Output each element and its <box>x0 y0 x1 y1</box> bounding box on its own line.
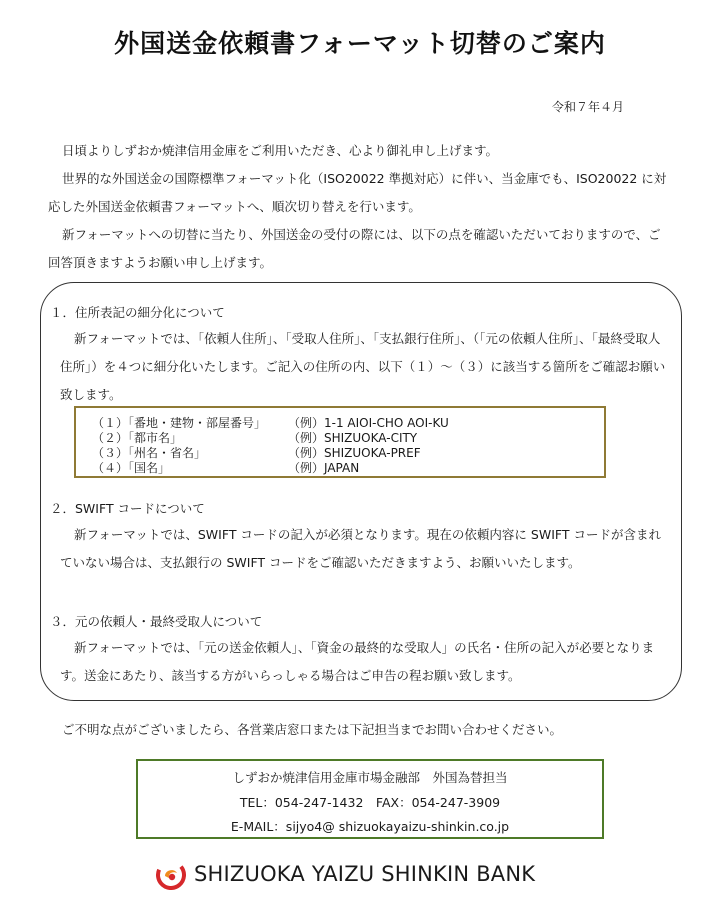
section-2-title: ２．SWIFT コードについて <box>50 501 205 516</box>
address-field-label: （２）「都市名」 <box>92 431 183 445</box>
intro-text <box>48 137 670 277</box>
section-3-text: 新フォーマットでは、「元の送金依頼人」、「資金の最終的な受取人」の氏名・住所の記入が必要となります。送金にあたり、該当する方がいらっしゃる場合はご申告の程お願い致します。 <box>60 640 655 683</box>
contact-box <box>136 759 604 839</box>
section-1-text: 新フォーマットでは、「依頼人住所」、「受取人住所」、「支払銀行住所」、（「元の依頼人住所」、「最終受取人住所」）を４つに細分化いたします。ご記入の住所の内、以下（１）～（３）に該当する箇所をご確認お願い致します。 <box>60 331 666 402</box>
section-2-text: 新フォーマットでは、SWIFT コードの記入が必須となります。現在の依頼内容に SWIFT コードが含まれていない場合は、支払銀行の SWIFT コードをご確認いただきますよう、お願いいたします。 <box>60 527 661 570</box>
contact-phone[interactable]: TEL：054-247-1432 FAX：054-247-3909 <box>239 795 501 810</box>
section-2-body <box>60 521 672 577</box>
example-value: SHIZUOKA-CITY <box>324 431 418 445</box>
contact-department: しずおか焼津信用金庫市場金融部 外国為替担当 <box>232 770 508 785</box>
contact-email[interactable]: E-MAIL：sijyo4@ shizuokayaizu-shinkin.co.jp <box>230 819 510 834</box>
section-3-title: ３．元の依頼人・最終受取人について <box>50 614 263 629</box>
example-value: 1-1 AIOI-CHO AOI-KU <box>324 416 449 430</box>
address-field-label: （１）「番地・建物・部屋番号」 <box>92 416 267 430</box>
issue-date: 令和７年４月 <box>551 100 624 114</box>
intro-paragraph: 世界的な外国送金の国際標準フォーマット化（ISO20022 準拠対応）に伴い、当金庫でも、ISO20022 に対応した外国送金依頼書フォーマットへ、順次切り替えを行います。 <box>48 171 667 214</box>
section-1-body <box>60 325 672 409</box>
address-examples-box <box>74 406 606 478</box>
swirl-logo-icon <box>156 860 186 890</box>
bank-name: SHIZUOKA YAIZU SHINKIN BANK <box>194 862 536 886</box>
footer-brand <box>156 858 576 892</box>
address-field-label: （３）「州名・省名」 <box>92 446 207 460</box>
address-field-label: （４）「国名」 <box>92 461 171 475</box>
example-marker: （例） <box>288 461 325 475</box>
section-1-title: １．住所表記の細分化について <box>50 305 225 320</box>
closing-text: ご不明な点がございましたら、各営業店窓口または下記担当までお問い合わせください。 <box>62 722 563 737</box>
intro-paragraph: 日頃よりしずおか焼津信用金庫をご利用いただき、心より御礼申し上げます。 <box>62 143 499 158</box>
example-value: SHIZUOKA-PREF <box>324 446 421 460</box>
example-marker: （例） <box>288 431 325 445</box>
page-title: 外国送金依頼書フォーマット切替のご案内 <box>114 29 606 58</box>
example-marker: （例） <box>288 446 325 460</box>
example-value: JAPAN <box>324 461 360 475</box>
intro-paragraph: 新フォーマットへの切替に当たり、外国送金の受付の際には、以下の点を確認いただいておりますので、ご回答頂きますようお願い申し上げます。 <box>48 227 661 270</box>
section-3-body <box>60 634 672 690</box>
example-marker: （例） <box>288 416 325 430</box>
